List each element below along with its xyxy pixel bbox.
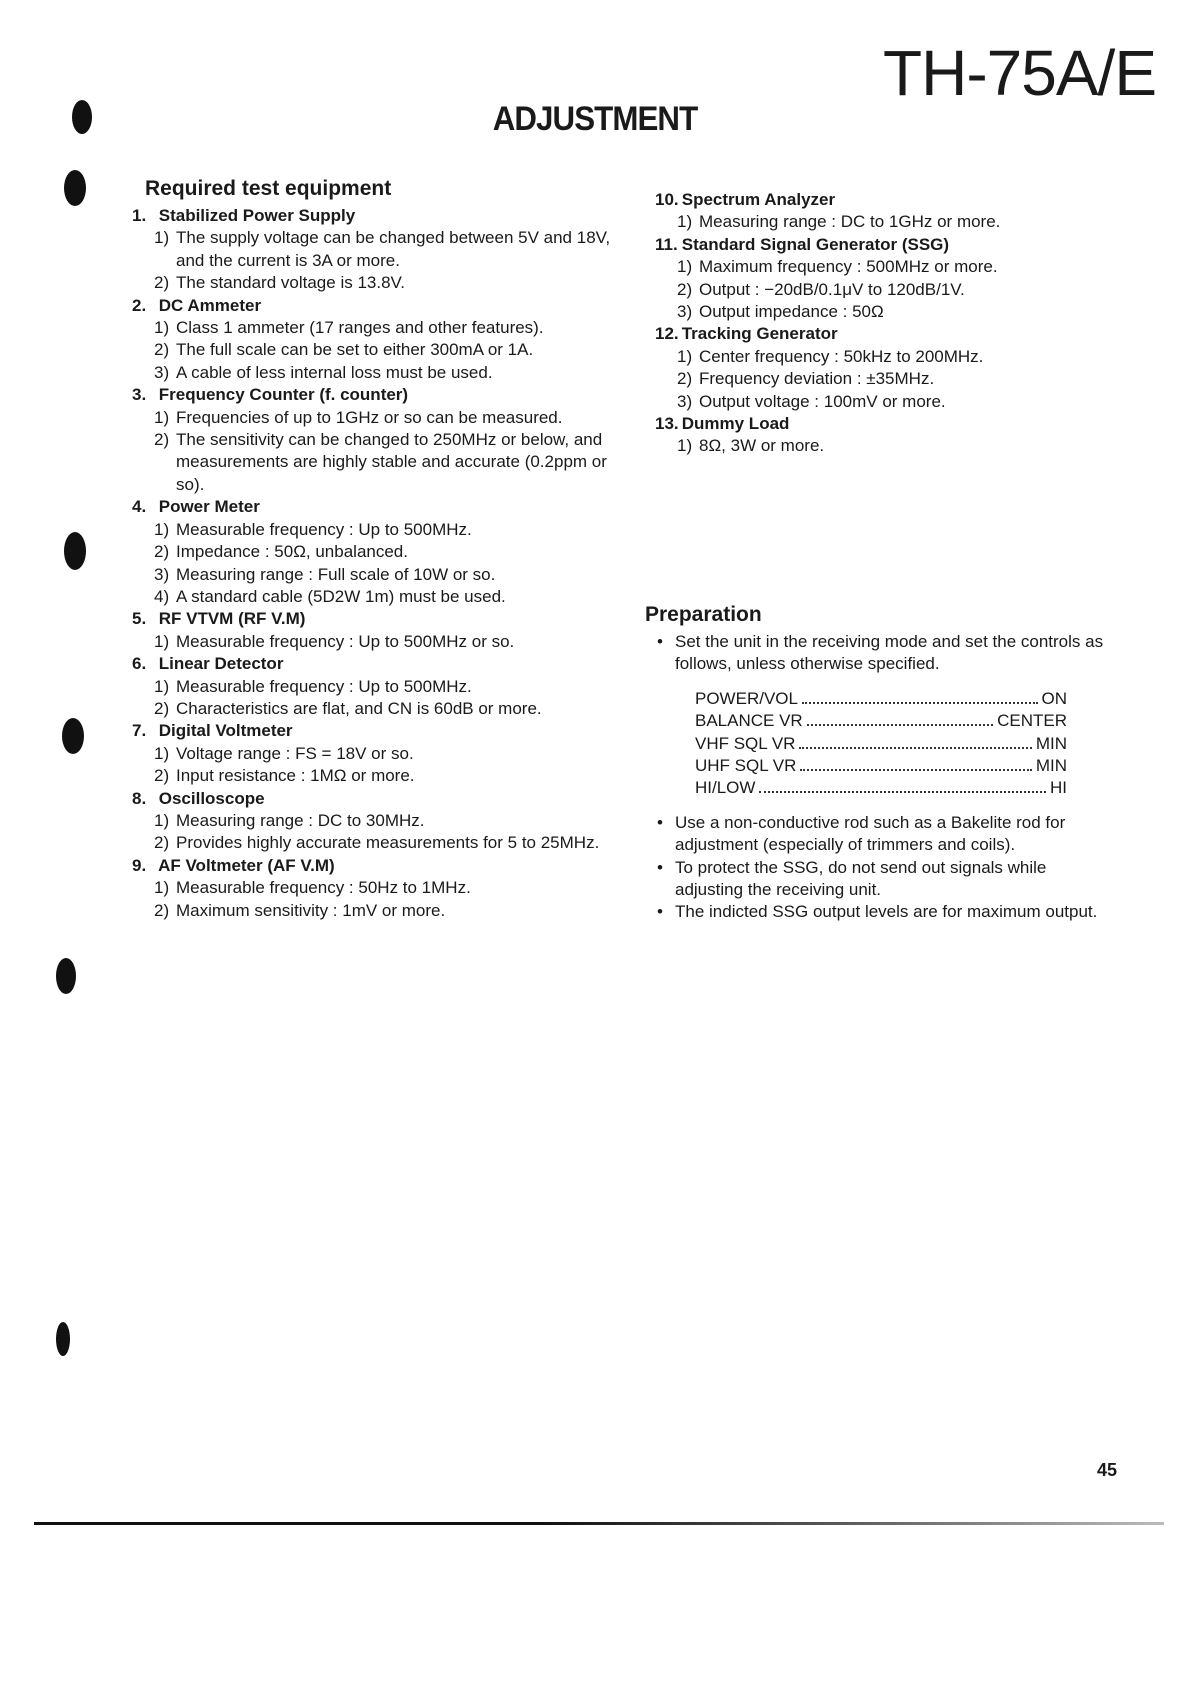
equipment-spec	[154, 877, 612, 899]
preparation-intro: • Set the unit in the receiving mode and set the controls as follows, unless otherwise specified.	[655, 631, 1105, 676]
equipment-item-name: Linear Detector	[158, 654, 284, 674]
spec-number: 2)	[154, 900, 170, 920]
spec-number: 2)	[154, 340, 170, 360]
equipment-spec-list	[132, 631, 612, 653]
equipment-list	[132, 205, 612, 922]
page-title: ADJUSTMENT	[492, 100, 698, 138]
spec-number: 4)	[154, 586, 170, 606]
equipment-spec-list	[132, 676, 612, 721]
equipment-item-title	[655, 323, 1105, 345]
footer-rule	[34, 1522, 1164, 1525]
page-number: 45	[1097, 1460, 1118, 1480]
equipment-item-name: Stabilized Power Supply	[158, 206, 356, 225]
setting-row	[695, 688, 1067, 710]
equipment-item	[655, 189, 1105, 234]
spec-number: 3)	[677, 302, 693, 322]
equipment-spec	[154, 519, 612, 541]
spec-number: 3)	[677, 391, 693, 411]
leader-dots	[799, 746, 1031, 749]
equipment-item	[132, 855, 612, 922]
equipment-heading: Required test equipment	[145, 177, 392, 200]
equipment-item	[655, 234, 1105, 324]
equipment-item	[132, 720, 612, 787]
preparation-intro-list	[655, 631, 1105, 676]
equipment-item	[132, 608, 612, 653]
equipment-spec	[677, 368, 1105, 390]
equipment-item-number: 12.	[655, 324, 679, 344]
equipment-spec-list	[655, 211, 1105, 233]
spec-number: 1)	[154, 519, 170, 539]
equipment-item-number: 13.	[655, 414, 679, 434]
equipment-spec	[154, 317, 612, 339]
equipment-spec	[154, 227, 612, 272]
setting-row	[695, 755, 1067, 777]
spec-number: 1)	[677, 212, 693, 232]
equipment-item-name: RF VTVM (RF V.M)	[158, 609, 306, 629]
setting-label: UHF SQL VR	[695, 755, 797, 775]
spec-text: Center frequency : 50kHz to 200MHz.	[699, 346, 984, 366]
leader-dots	[802, 701, 1038, 704]
spec-text: Impedance : 50Ω, unbalanced.	[176, 542, 408, 562]
equipment-spec-list	[132, 227, 612, 294]
equipment-item-name: Tracking Generator	[681, 324, 838, 344]
equipment-item-title	[132, 653, 612, 675]
spec-text: The supply voltage can be changed between 5V and 18V, and the current is 3A or more.	[176, 228, 611, 270]
spec-text: Characteristics are flat, and CN is 60dB or more.	[176, 698, 542, 718]
spec-number: 2)	[154, 430, 170, 450]
equipment-item	[655, 323, 1105, 413]
spec-text: Input resistance : 1MΩ or more.	[176, 766, 415, 786]
equipment-spec	[154, 429, 612, 496]
spec-text: Measuring range : DC to 30MHz.	[176, 810, 425, 830]
preparation-section	[645, 602, 1105, 924]
equipment-item-title	[132, 496, 612, 518]
spec-text: Output impedance : 50Ω	[699, 302, 884, 322]
equipment-item-number: 7.	[132, 721, 147, 741]
equipment-item-number: 4.	[132, 497, 147, 517]
spec-text: 8Ω, 3W or more.	[699, 436, 825, 456]
spec-number: 1)	[154, 631, 170, 651]
spec-number: 1)	[154, 407, 170, 427]
equipment-item-name: DC Ammeter	[158, 295, 262, 315]
equipment-item	[132, 496, 612, 608]
spec-text: Output : −20dB/0.1μV to 120dB/1V.	[699, 279, 965, 299]
spec-text: Frequency deviation : ±35MHz.	[699, 369, 935, 389]
spec-number: 3)	[154, 362, 170, 382]
equipment-item-title	[132, 855, 612, 877]
equipment-spec	[677, 279, 1105, 301]
spec-text: Class 1 ammeter (17 ranges and other features).	[176, 318, 544, 338]
spec-text: Provides highly accurate measurements for 5 to 25MHz.	[176, 833, 600, 853]
model-number: TH-75A/E	[883, 37, 1156, 109]
equipment-item-name: Oscilloscope	[158, 788, 265, 808]
spec-text: Measuring range : DC to 1GHz or more.	[699, 212, 1001, 232]
preparation-notes	[655, 812, 1105, 924]
spec-number: 1)	[154, 810, 170, 830]
setting-label: VHF SQL VR	[695, 733, 796, 753]
punch-mark	[56, 1322, 70, 1356]
punch-mark	[64, 532, 86, 570]
equipment-item-title	[132, 608, 612, 630]
equipment-item-title	[132, 205, 612, 227]
preparation-heading: Preparation	[645, 602, 762, 626]
equipment-item-number: 8.	[132, 788, 147, 808]
leader-dots	[759, 790, 1046, 793]
punch-mark	[56, 958, 76, 994]
spec-text: Maximum sensitivity : 1mV or more.	[176, 900, 446, 920]
equipment-item-title	[132, 788, 612, 810]
equipment-spec-list	[655, 346, 1105, 413]
spec-text: Measurable frequency : Up to 500MHz.	[176, 519, 472, 539]
spec-number: 2)	[154, 698, 170, 718]
equipment-item-name: Dummy Load	[681, 414, 790, 434]
spec-number: 2)	[154, 766, 170, 786]
equipment-spec	[154, 743, 612, 765]
spec-number: 2)	[677, 279, 693, 299]
equipment-spec-list	[132, 519, 612, 609]
spec-number: 1)	[154, 318, 170, 338]
equipment-item-name: Frequency Counter (f. counter)	[158, 385, 409, 405]
equipment-spec	[677, 346, 1105, 368]
spec-number: 1)	[154, 676, 170, 696]
equipment-spec	[154, 900, 612, 922]
spec-number: 1)	[677, 436, 693, 456]
setting-label: HI/LOW	[695, 778, 756, 798]
spec-text: Measurable frequency : 50Hz to 1MHz.	[176, 878, 471, 898]
equipment-spec	[154, 676, 612, 698]
equipment-spec-list	[132, 743, 612, 788]
equipment-spec-list	[132, 317, 612, 384]
equipment-item-title	[132, 384, 612, 406]
equipment-spec	[154, 564, 612, 586]
equipment-item-name: Standard Signal Generator (SSG)	[681, 234, 950, 254]
setting-value: MIN	[1035, 733, 1067, 753]
equipment-spec	[154, 698, 612, 720]
setting-row	[695, 733, 1067, 755]
equipment-item-number: 11.	[655, 234, 678, 254]
leader-dots	[807, 723, 993, 726]
spec-text: Measurable frequency : Up to 500MHz.	[176, 676, 472, 696]
leader-dots	[800, 768, 1031, 771]
setting-value: CENTER	[997, 711, 1067, 731]
spec-number: 2)	[154, 273, 170, 293]
spec-text: The full scale can be set to either 300mA or 1A.	[176, 340, 534, 360]
equipment-item-number: 5.	[132, 609, 147, 629]
preparation-note: • Use a non-conductive rod such as a Bakelite rod for adjustment (especially of trimmers and coils).	[655, 812, 1105, 857]
spec-number: 1)	[154, 743, 170, 763]
spec-text: Frequencies of up to 1GHz or so can be measured.	[176, 407, 563, 427]
equipment-item-title	[655, 234, 1105, 256]
spec-text: Measurable frequency : Up to 500MHz or so.	[176, 631, 515, 651]
equipment-spec	[154, 272, 612, 294]
equipment-item-number: 9.	[132, 855, 147, 875]
equipment-item-title	[655, 413, 1105, 435]
spec-number: 1)	[154, 878, 170, 898]
spec-number: 2)	[154, 833, 170, 853]
equipment-item-number: 1.	[132, 206, 147, 225]
equipment-item-title	[132, 295, 612, 317]
equipment-item	[132, 788, 612, 855]
spec-number: 1)	[677, 257, 693, 277]
equipment-spec-list	[655, 256, 1105, 323]
equipment-spec-list	[655, 435, 1105, 457]
equipment-item	[655, 413, 1105, 458]
punch-mark	[72, 100, 92, 134]
equipment-item-number: 3.	[132, 385, 147, 405]
equipment-item-number: 2.	[132, 295, 147, 315]
equipment-list-continued	[655, 189, 1105, 458]
equipment-spec	[154, 586, 612, 608]
equipment-item	[132, 205, 612, 295]
spec-text: The sensitivity can be changed to 250MHz or below, and measurements are highly stable and accurate (0.2ppm or so).	[176, 430, 607, 494]
equipment-item-name: Spectrum Analyzer	[681, 190, 836, 209]
control-settings	[695, 688, 1067, 800]
equipment-item-name: Power Meter	[158, 497, 260, 517]
equipment-item-title	[132, 720, 612, 742]
preparation-note: • The indicted SSG output levels are for maximum output.	[655, 901, 1105, 923]
equipment-spec	[677, 256, 1105, 278]
equipment-spec	[677, 211, 1105, 233]
equipment-spec	[154, 810, 612, 832]
equipment-column-right	[645, 189, 1105, 924]
spec-text: Voltage range : FS = 18V or so.	[176, 743, 414, 763]
equipment-spec-list	[132, 877, 612, 922]
equipment-spec	[154, 407, 612, 429]
equipment-item	[132, 295, 612, 385]
equipment-item-title	[655, 189, 1105, 211]
equipment-item-name: Digital Voltmeter	[158, 721, 293, 741]
equipment-spec	[154, 832, 612, 854]
setting-row	[695, 777, 1067, 799]
equipment-spec	[154, 541, 612, 563]
equipment-column-left	[132, 176, 612, 922]
equipment-item-number: 6.	[132, 654, 147, 674]
setting-label: POWER/VOL	[695, 688, 798, 708]
setting-value: ON	[1041, 688, 1067, 708]
equipment-spec	[677, 391, 1105, 413]
equipment-spec-list	[132, 407, 612, 497]
spec-text: Output voltage : 100mV or more.	[699, 391, 946, 411]
setting-value: HI	[1050, 778, 1067, 798]
punch-mark	[64, 170, 86, 206]
setting-value: MIN	[1035, 755, 1067, 775]
equipment-item	[132, 653, 612, 720]
setting-row	[695, 710, 1067, 732]
equipment-spec-list	[132, 810, 612, 855]
spec-number: 2)	[154, 542, 170, 562]
spec-text: The standard voltage is 13.8V.	[176, 273, 406, 293]
spec-number: 1)	[677, 346, 693, 366]
equipment-spec	[154, 362, 612, 384]
equipment-spec	[677, 435, 1105, 457]
equipment-item-name: AF Voltmeter (AF V.M)	[158, 855, 335, 875]
equipment-spec	[154, 339, 612, 361]
punch-mark	[62, 718, 84, 754]
setting-label: BALANCE VR	[695, 711, 803, 731]
spec-text: A cable of less internal loss must be used.	[176, 362, 493, 382]
spec-text: A standard cable (5D2W 1m) must be used.	[176, 586, 506, 606]
equipment-spec	[677, 301, 1105, 323]
spec-text: Measuring range : Full scale of 10W or so.	[176, 564, 496, 584]
spec-number: 1)	[154, 228, 170, 248]
spec-text: Maximum frequency : 500MHz or more.	[699, 257, 998, 277]
spec-number: 2)	[677, 369, 693, 389]
equipment-spec	[154, 765, 612, 787]
equipment-item	[132, 384, 612, 496]
equipment-spec	[154, 631, 612, 653]
equipment-item-number: 10.	[655, 190, 679, 209]
preparation-note: • To protect the SSG, do not send out signals while adjusting the receiving unit.	[655, 857, 1105, 902]
spec-number: 3)	[154, 564, 170, 584]
